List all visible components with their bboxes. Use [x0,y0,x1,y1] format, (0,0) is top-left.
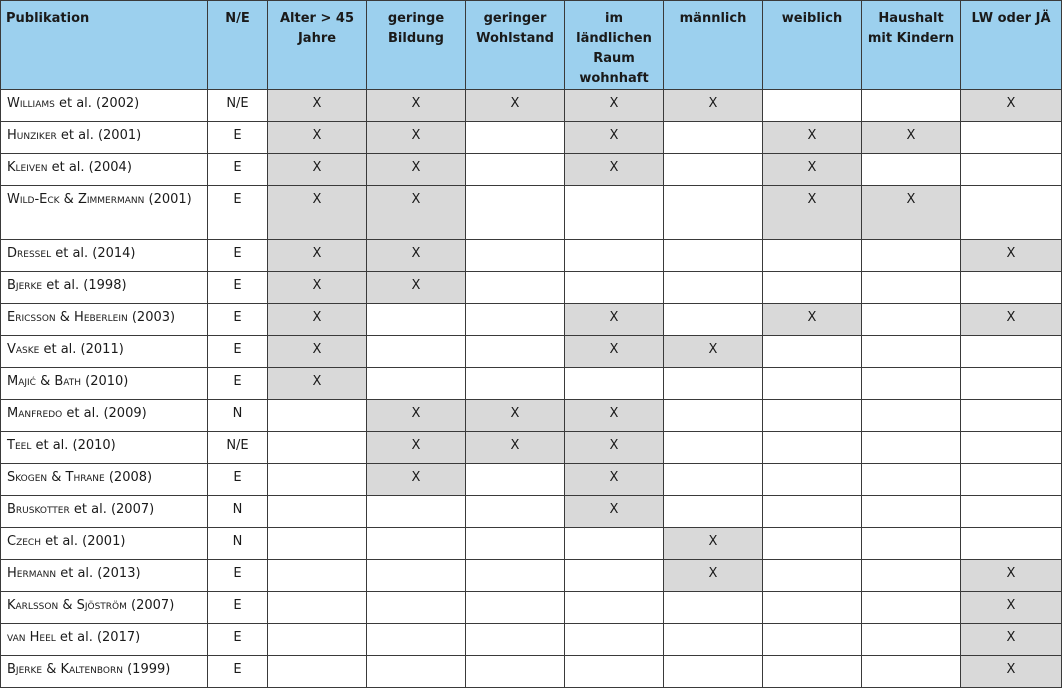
mark-cell [268,432,367,464]
mark-cell: X [664,528,763,560]
mark-cell: X [268,240,367,272]
mark-cell: X [565,432,664,464]
mark-cell [268,656,367,688]
publication-year: et al. (2009) [62,406,147,421]
ne-cell: E [208,368,268,400]
publication-authors: Ericsson & Heberlein [7,310,128,325]
ne-cell: E [208,336,268,368]
mark-cell [862,368,961,400]
publication-authors: Vaske [7,342,40,357]
publication-authors: van Heel [7,630,56,645]
mark-cell [466,592,565,624]
mark-cell [466,122,565,154]
header-wohlstand: geringer Wohlstand [466,1,565,90]
table-row [1,432,1062,464]
mark-cell: X [367,432,466,464]
mark-cell: X [862,122,961,154]
mark-cell [862,336,961,368]
ne-cell: N [208,528,268,560]
mark-cell: X [565,122,664,154]
mark-cell: X [466,400,565,432]
publication-authors: Williams [7,96,55,111]
table-row [1,464,1062,496]
ne-cell: E [208,122,268,154]
mark-cell [961,272,1062,304]
ne-cell: E [208,464,268,496]
mark-cell [664,240,763,272]
mark-cell [664,304,763,336]
publication-year: et al. (2001) [56,128,142,143]
mark-cell: X [763,304,862,336]
mark-cell: X [763,186,862,240]
mark-cell [862,400,961,432]
header-row [1,1,1062,90]
mark-cell: X [961,624,1062,656]
mark-cell [763,240,862,272]
mark-cell [862,592,961,624]
publication-authors: Bjerke & Kaltenborn [7,662,123,677]
table-row [1,528,1062,560]
table-row [1,304,1062,336]
mark-cell [862,496,961,528]
mark-cell: X [367,272,466,304]
mark-cell [664,464,763,496]
publication-cell [1,432,208,464]
mark-cell [565,240,664,272]
mark-cell [763,560,862,592]
publication-authors: Hermann [7,566,57,581]
table-row [1,154,1062,186]
publication-cell [1,464,208,496]
mark-cell [664,496,763,528]
mark-cell [862,272,961,304]
mark-cell [961,186,1062,240]
mark-cell [664,656,763,688]
mark-cell: X [763,154,862,186]
mark-cell [466,560,565,592]
mark-cell [961,528,1062,560]
header-haushalt: Haushalt mit Kindern [862,1,961,90]
mark-cell [664,186,763,240]
mark-cell [763,464,862,496]
table-body [1,90,1062,688]
mark-cell: X [763,122,862,154]
mark-cell [565,592,664,624]
mark-cell: X [268,304,367,336]
publication-year: (2001) [144,192,192,207]
mark-cell [268,464,367,496]
mark-cell: X [565,336,664,368]
mark-cell [565,368,664,400]
mark-cell: X [961,592,1062,624]
publication-year: et al. (2010) [31,438,116,453]
publication-cell [1,304,208,336]
mark-cell [961,464,1062,496]
publication-authors: Karlsson & Sjöström [7,598,127,613]
ne-cell: E [208,240,268,272]
ne-cell: E [208,272,268,304]
mark-cell: X [565,464,664,496]
header-weiblich: weiblich [763,1,862,90]
mark-cell [763,400,862,432]
mark-cell: X [268,122,367,154]
mark-cell [763,90,862,122]
publication-authors: Majić & Bath [7,374,82,389]
publication-authors: Bruskotter [7,502,70,517]
publication-cell [1,186,208,240]
publication-cell [1,656,208,688]
mark-cell [862,240,961,272]
table-row [1,624,1062,656]
mark-cell [961,496,1062,528]
ne-cell: E [208,624,268,656]
mark-cell: X [961,656,1062,688]
table-row [1,186,1062,240]
mark-cell [367,528,466,560]
mark-cell: X [961,90,1062,122]
mark-cell [664,400,763,432]
mark-cell: X [367,186,466,240]
mark-cell [268,592,367,624]
mark-cell [862,624,961,656]
header-ne: N/E [208,1,268,90]
table-row [1,272,1062,304]
mark-cell: X [367,464,466,496]
publication-authors: Wild-Eck & Zimmermann [7,192,145,207]
ne-cell: E [208,560,268,592]
table-row [1,656,1062,688]
mark-cell [367,624,466,656]
mark-cell [862,528,961,560]
mark-cell [664,122,763,154]
mark-cell [367,304,466,336]
mark-cell [862,304,961,336]
mark-cell [862,90,961,122]
mark-cell [466,656,565,688]
mark-cell [961,336,1062,368]
table-row [1,336,1062,368]
table-row [1,496,1062,528]
mark-cell [763,656,862,688]
mark-cell [565,528,664,560]
publication-cell [1,368,208,400]
publication-year: et al. (2011) [39,342,124,357]
publication-year: (2008) [104,470,153,485]
mark-cell [466,624,565,656]
mark-cell [466,528,565,560]
publication-year: et al. (2013) [56,566,141,581]
mark-cell [466,154,565,186]
header-bildung: geringe Bildung [367,1,466,90]
mark-cell [565,624,664,656]
mark-cell [466,240,565,272]
mark-cell [961,432,1062,464]
mark-cell: X [268,154,367,186]
header-alter: Alter > 45 Jahre [268,1,367,90]
mark-cell: X [961,304,1062,336]
mark-cell: X [961,240,1062,272]
mark-cell [664,624,763,656]
mark-cell: X [367,90,466,122]
publication-cell [1,240,208,272]
mark-cell [268,400,367,432]
mark-cell: X [664,336,763,368]
mark-cell [466,304,565,336]
publication-cell [1,336,208,368]
header-laendlich: im ländlichen Raum wohnhaft [565,1,664,90]
mark-cell: X [862,186,961,240]
mark-cell: X [367,240,466,272]
ne-cell: E [208,304,268,336]
mark-cell [664,368,763,400]
mark-cell [862,154,961,186]
ne-cell: N/E [208,90,268,122]
mark-cell [466,496,565,528]
mark-cell: X [565,154,664,186]
mark-cell [268,496,367,528]
publication-cell [1,90,208,122]
mark-cell [367,496,466,528]
publication-authors: Hunziker [7,128,57,143]
publication-year: et al. (2007) [69,502,155,517]
mark-cell [466,368,565,400]
mark-cell: X [367,122,466,154]
mark-cell [565,560,664,592]
ne-cell: E [208,186,268,240]
mark-cell [466,186,565,240]
mark-cell [565,186,664,240]
ne-cell: E [208,592,268,624]
mark-cell [763,368,862,400]
publication-authors: Dressel [7,246,52,261]
mark-cell [268,624,367,656]
mark-cell [664,154,763,186]
header-publikation: Publikation [1,1,208,90]
mark-cell [862,464,961,496]
publication-authors: Manfredo [7,406,63,421]
mark-cell [862,432,961,464]
mark-cell [763,432,862,464]
mark-cell [961,400,1062,432]
publication-cell [1,592,208,624]
publication-authors: Bjerke [7,278,43,293]
mark-cell: X [466,432,565,464]
publication-year: et al. (1998) [42,278,127,293]
mark-cell: X [961,560,1062,592]
publication-cell [1,272,208,304]
mark-cell: X [664,90,763,122]
publication-cell [1,154,208,186]
mark-cell [664,592,763,624]
publication-cell [1,400,208,432]
publication-authors: Teel [7,438,32,453]
mark-cell [367,336,466,368]
publication-authors: Kleiven [7,160,48,175]
header-lw-ja: LW oder JÄ [961,1,1062,90]
header-maennlich: männlich [664,1,763,90]
mark-cell: X [565,90,664,122]
table-row [1,240,1062,272]
mark-cell: X [268,368,367,400]
mark-cell: X [268,90,367,122]
mark-cell [268,528,367,560]
mark-cell [367,560,466,592]
publication-year: et al. (2004) [47,160,132,175]
mark-cell: X [565,304,664,336]
publication-cell [1,624,208,656]
mark-cell [466,272,565,304]
mark-cell [565,272,664,304]
publication-cell [1,122,208,154]
mark-cell [565,656,664,688]
mark-cell: X [268,336,367,368]
mark-cell [961,122,1062,154]
ne-cell: E [208,154,268,186]
mark-cell [763,528,862,560]
table-row [1,560,1062,592]
publication-year: (2003) [127,310,176,325]
mark-cell [961,154,1062,186]
mark-cell [664,432,763,464]
mark-cell: X [367,154,466,186]
publication-authors: Skogen & Thrane [7,470,105,485]
publication-year: et al. (2017) [55,630,141,645]
ne-cell: N [208,400,268,432]
mark-cell [763,272,862,304]
mark-cell [763,624,862,656]
mark-cell [367,656,466,688]
mark-cell [367,368,466,400]
mark-cell [268,560,367,592]
ne-cell: N/E [208,432,268,464]
mark-cell [466,336,565,368]
table-row [1,122,1062,154]
mark-cell [466,464,565,496]
publication-year: (2010) [81,374,129,389]
publication-year: et al. (2001) [40,534,126,549]
publication-cell [1,528,208,560]
mark-cell [763,496,862,528]
mark-cell [367,592,466,624]
mark-cell: X [367,400,466,432]
mark-cell [961,368,1062,400]
mark-cell: X [268,186,367,240]
mark-cell [763,336,862,368]
table-row [1,400,1062,432]
mark-cell: X [466,90,565,122]
mark-cell [862,656,961,688]
mark-cell: X [565,400,664,432]
mark-cell [763,592,862,624]
mark-cell [664,272,763,304]
publication-cell [1,496,208,528]
ne-cell: E [208,656,268,688]
mark-cell [862,560,961,592]
table-row [1,90,1062,122]
publication-year: et al. (2014) [51,246,136,261]
mark-cell: X [664,560,763,592]
publication-year: (1999) [122,662,171,677]
mark-cell: X [565,496,664,528]
ne-cell: N [208,496,268,528]
table-row [1,368,1062,400]
publication-year: (2007) [126,598,175,613]
publication-year: et al. (2002) [54,96,140,111]
mark-cell: X [268,272,367,304]
publication-cell [1,560,208,592]
publication-authors: Czech [7,534,41,549]
table-row [1,592,1062,624]
